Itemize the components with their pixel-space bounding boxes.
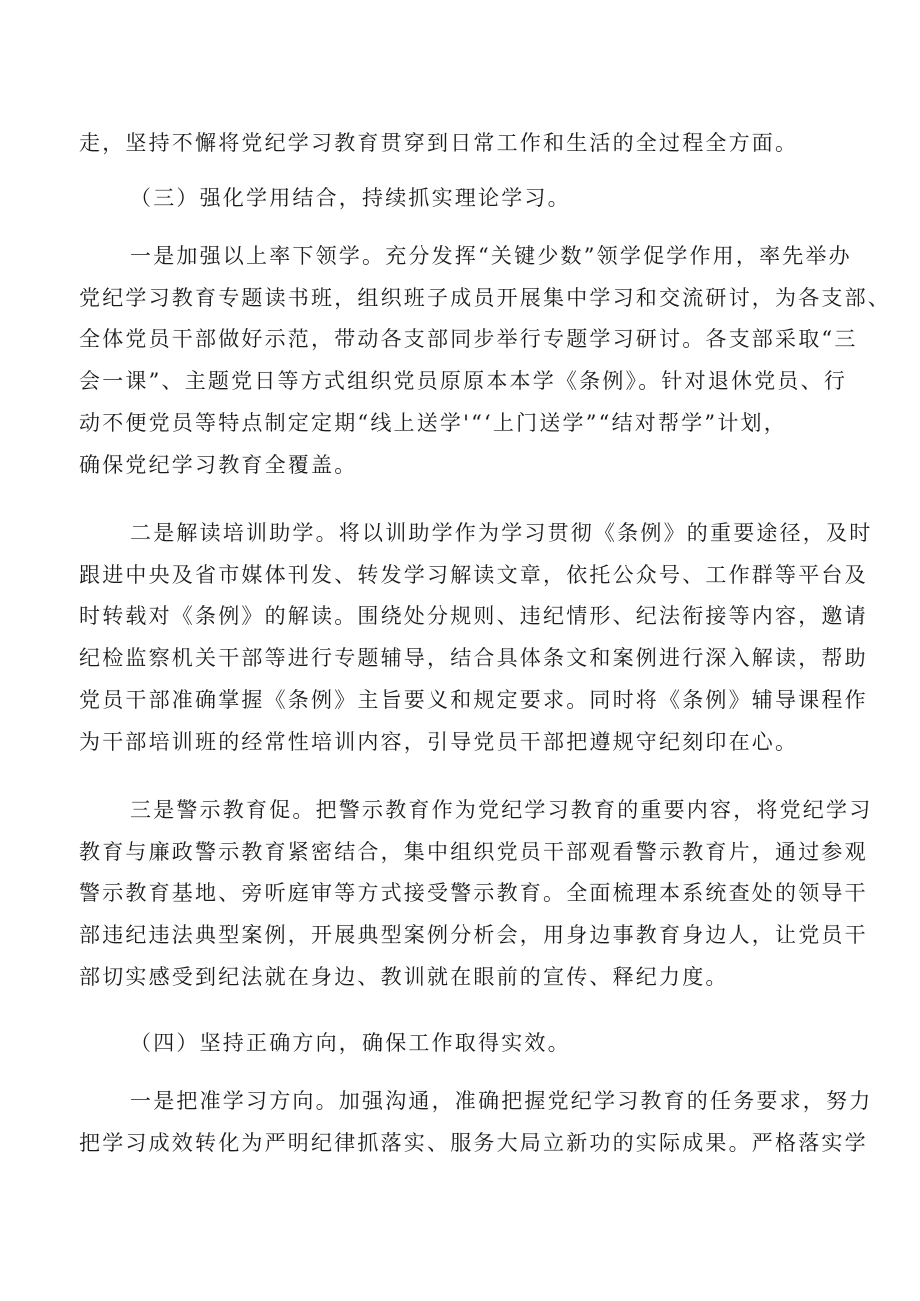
section-heading-3: （三）强化学用结合，持续抓实理论学习。 xyxy=(130,186,571,210)
text-line: 走，坚持不懈将党纪学习教育贯穿到日常工作和生活的全过程全方面。 xyxy=(79,131,799,155)
text-line: 党纪学习教育专题读书班，组织班子成员开展集中学习和交流研讨，为各支部、 xyxy=(79,286,891,310)
text-line: 跟进中央及省市媒体刊发、转发学习解读文章，依托公众号、工作群等平台及 xyxy=(79,563,868,587)
section-heading-4: （四）坚持正确方向，确保工作取得实效。 xyxy=(130,1031,571,1055)
text-line: 警示教育基地、旁听庭审等方式接受警示教育。全面梳理本系统查处的领导干 xyxy=(79,881,868,905)
text-line: 三是警示教育促。把警示教育作为党纪学习教育的重要内容，将党纪学习 xyxy=(130,798,873,822)
text-line: 时转载对《条例》的解读。围绕处分规则、违纪情形、纪法衔接等内容，邀请 xyxy=(79,604,868,628)
text-line: 一是加强以上率下领学。充分发挥“关键少数”领学促学作用，率先举办 xyxy=(130,244,852,268)
text-line: 全体党员干部做好示范，带动各支部同步举行专题学习研讨。各支部采取“三 xyxy=(79,327,858,351)
text-line: 确保党纪学习教育全覆盖。 xyxy=(79,453,358,477)
text-line: 部违纪违法典型案例，开展典型案例分析会，用身边事教育身边人，让党员干 xyxy=(79,923,868,947)
text-line: 为干部培训班的经常性培训内容，引导党员干部把遵规守纪刻印在心。 xyxy=(79,730,799,754)
text-line: 会一课”、主题党日等方式组织党员原原本本学《条例》。针对退休党员、行 xyxy=(79,369,848,393)
text-line: 二是解读培训助学。将以训助学作为学习贯彻《条例》的重要途径，及时 xyxy=(130,521,873,545)
text-line: 一是把准学习方向。加强沟通，准确把握党纪学习教育的任务要求，努力 xyxy=(130,1089,873,1113)
text-line: 动不便党员等特点制定定期“线上送学'“‘上门送学”“结对帮学”计划， xyxy=(79,411,787,435)
text-line: 教育与廉政警示教育紧密结合，集中组织党员干部观看警示教育片，通过参观 xyxy=(79,840,868,864)
text-line: 部切实感受到纪法就在身边、教训就在眼前的宣传、释纪力度。 xyxy=(79,965,729,989)
text-line: 党员干部准确掌握《条例》主旨要义和规定要求。同时将《条例》辅导课程作 xyxy=(79,688,868,712)
text-line: 纪检监察机关干部等进行专题辅导，结合具体条文和案例进行深入解读，帮助 xyxy=(79,646,868,670)
text-line: 把学习成效转化为严明纪律抓落实、服务大局立新功的实际成果。严格落实学 xyxy=(79,1131,868,1155)
